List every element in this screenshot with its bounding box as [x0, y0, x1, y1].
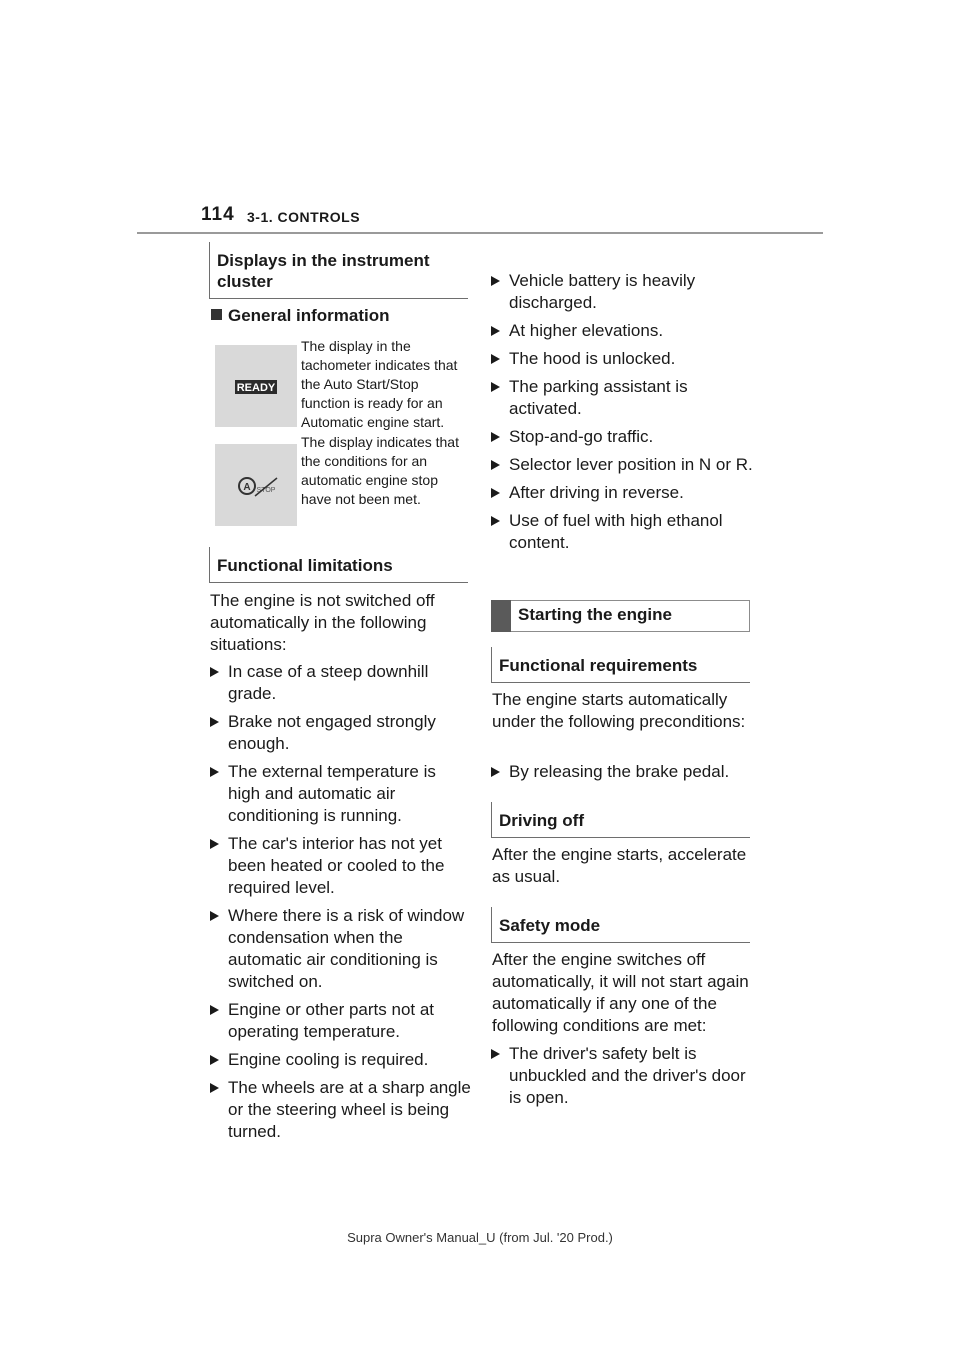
safety-list: [491, 1043, 753, 1115]
triangle-bullet-icon: [210, 1083, 219, 1093]
stop-not-met-tile: [215, 444, 297, 526]
list-item: In case of a steep downhill grade.: [210, 661, 472, 705]
ready-badge-icon: [215, 345, 297, 427]
list-item: The driver's safety belt is unbuckled and the driver's door is open.: [491, 1043, 753, 1109]
list-item: Engine or other parts not at operating temperature.: [210, 999, 472, 1043]
list-item: By releasing the brake pedal.: [491, 761, 753, 783]
triangle-bullet-icon: [491, 460, 500, 470]
general-info-heading: General information: [211, 306, 390, 326]
stop-not-met-description: The display indicates that the conditions for an automatic engine stop have not been met.: [301, 434, 459, 507]
page-footer: Supra Owner's Manual_U (from Jul. '20 Prod.): [347, 1230, 613, 1245]
triangle-bullet-icon: [210, 1005, 219, 1015]
triangle-bullet-icon: [491, 354, 500, 364]
list-item: Brake not engaged strongly enough.: [210, 711, 472, 755]
starting-engine-heading: Starting the engine: [491, 600, 750, 632]
triangle-bullet-icon: [491, 382, 500, 392]
functional-limitations-heading: Functional limitations: [209, 547, 468, 583]
list-item: After driving in reverse.: [491, 482, 753, 504]
page-number: 114: [201, 204, 235, 225]
triangle-bullet-icon: [491, 488, 500, 498]
requirements-intro: The engine starts automatically under the following preconditions:: [492, 690, 746, 731]
safety-mode-heading: Safety mode: [491, 907, 750, 943]
continued-limitations-list: [491, 270, 753, 560]
requirements-list: [491, 761, 753, 789]
triangle-bullet-icon: [491, 432, 500, 442]
list-item: Vehicle battery is heavily discharged.: [491, 270, 753, 314]
list-item: The wheels are at a sharp angle or the steering wheel is being turned.: [210, 1077, 472, 1143]
header-rule: [137, 232, 823, 234]
triangle-bullet-icon: [491, 326, 500, 336]
list-item: Use of fuel with high ethanol content.: [491, 510, 753, 554]
triangle-bullet-icon: [491, 767, 500, 777]
triangle-bullet-icon: [210, 767, 219, 777]
triangle-bullet-icon: [210, 911, 219, 921]
limitations-list: [210, 661, 472, 1149]
triangle-bullet-icon: [491, 516, 500, 526]
svg-text:STOP: STOP: [256, 487, 276, 494]
triangle-bullet-icon: [210, 839, 219, 849]
list-item: Where there is a risk of window condensation when the automatic air conditioning is switched on.: [210, 905, 472, 993]
list-item: At higher elevations.: [491, 320, 753, 342]
svg-text:A: A: [243, 482, 251, 493]
svg-text:READY: READY: [236, 382, 276, 394]
displays-heading: Displays in the instrument cluster: [209, 242, 468, 299]
auto-start-stop-crossed-icon: [215, 444, 297, 526]
triangle-bullet-icon: [491, 1049, 500, 1059]
functional-requirements-heading: Functional requirements: [491, 647, 750, 683]
triangle-bullet-icon: [210, 1055, 219, 1065]
list-item: The external temperature is high and automatic air conditioning is running.: [210, 761, 472, 827]
triangle-bullet-icon: [491, 276, 500, 286]
triangle-bullet-icon: [210, 667, 219, 677]
driving-off-text: After the engine starts, accelerate as usual.: [492, 845, 747, 886]
limitations-intro: The engine is not switched off automatically in the following situations:: [210, 591, 435, 654]
list-item: The parking assistant is activated.: [491, 376, 753, 420]
list-item: The car's interior has not yet been heated or cooled to the required level.: [210, 833, 472, 899]
section-title: 3-1. CONTROLS: [247, 209, 361, 225]
square-bullet-icon: [211, 309, 222, 320]
list-item: The hood is unlocked.: [491, 348, 753, 370]
list-item: Selector lever position in N or R.: [491, 454, 753, 476]
safety-mode-text: After the engine switches off automatically, it will not start again automatically if any one of the following conditions are met:: [492, 950, 749, 1035]
list-item: Stop-and-go traffic.: [491, 426, 753, 448]
ready-display-tile: [215, 345, 297, 427]
driving-off-heading: Driving off: [491, 802, 750, 838]
triangle-bullet-icon: [210, 717, 219, 727]
ready-display-description: The display in the tachometer indicates that the Auto Start/Stop function is ready for an Automatic engine start.: [301, 338, 458, 430]
list-item: Engine cooling is required.: [210, 1049, 472, 1071]
